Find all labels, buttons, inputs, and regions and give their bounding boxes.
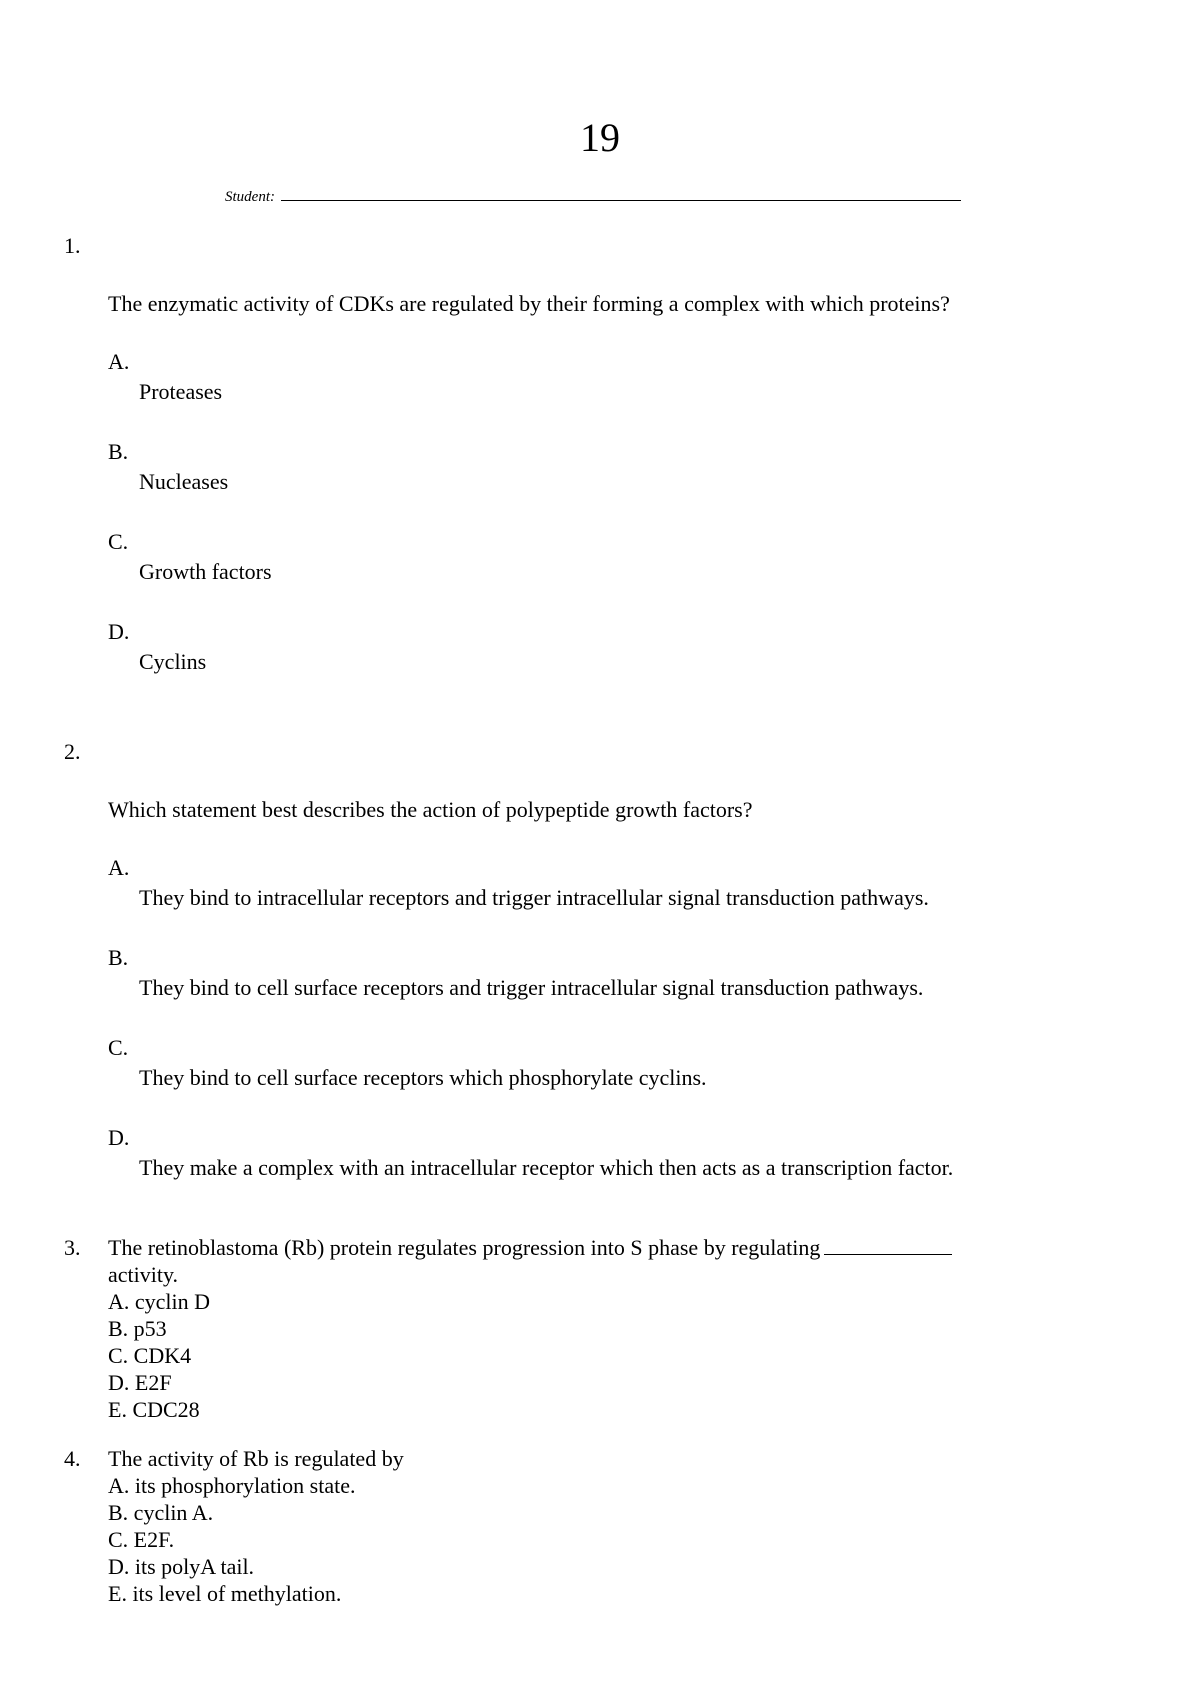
option-text[interactable]: They make a complex with an intracellular receptor which then acts as a transcription factor. (139, 1155, 954, 1180)
question-stem: The activity of Rb is regulated by (108, 1446, 404, 1471)
question-stem (108, 1234, 1048, 1288)
option-letter: A. (108, 349, 130, 374)
student-field (225, 187, 961, 207)
options-list (108, 1472, 355, 1607)
option-text[interactable]: They bind to cell surface receptors and trigger intracellular signal transduction pathways. (139, 975, 924, 1000)
question-number: 4. (64, 1446, 81, 1471)
option[interactable]: B. p53 (108, 1316, 167, 1341)
option-letter: A. (108, 855, 130, 880)
option-text[interactable]: Proteases (139, 379, 223, 404)
option-text[interactable]: They bind to cell surface receptors which phosphorylate cyclins. (139, 1065, 707, 1090)
student-label: Student: (225, 189, 275, 205)
option[interactable]: D. E2F (108, 1370, 172, 1395)
option-text[interactable]: They bind to intracellular receptors and trigger intracellular signal transduction pathways. (139, 885, 929, 910)
question-stem-text-continued: activity. (108, 1262, 179, 1287)
option-text[interactable]: Growth factors (139, 559, 272, 584)
option[interactable]: E. CDC28 (108, 1397, 200, 1422)
option-letter: C. (108, 529, 129, 554)
answer-blank[interactable] (824, 1240, 952, 1255)
option[interactable]: D. its polyA tail. (108, 1554, 255, 1579)
question-stem: Which statement best describes the action of polypeptide growth factors? (108, 797, 753, 822)
question-stem-text: The retinoblastoma (Rb) protein regulates progression into S phase by regulating (108, 1235, 821, 1260)
option[interactable]: C. CDK4 (108, 1343, 192, 1368)
question-stem: The enzymatic activity of CDKs are regulated by their forming a complex with which proteins? (108, 291, 950, 316)
option-letter: B. (108, 439, 129, 464)
student-name-line[interactable] (281, 190, 961, 201)
question-number: 1. (64, 233, 81, 258)
page-title: 19 (580, 115, 620, 160)
question-number: 3. (64, 1235, 81, 1260)
option-text[interactable]: Nucleases (139, 469, 229, 494)
option-letter: D. (108, 619, 130, 644)
option[interactable]: E. its level of methylation. (108, 1581, 342, 1606)
option-text[interactable]: Cyclins (139, 649, 207, 674)
question-number: 2. (64, 739, 81, 764)
option[interactable]: A. cyclin D (108, 1289, 211, 1314)
option-letter: C. (108, 1035, 129, 1060)
option[interactable]: A. its phosphorylation state. (108, 1473, 356, 1498)
option-letter: B. (108, 945, 129, 970)
option-letter: D. (108, 1125, 130, 1150)
options-list (108, 1288, 210, 1423)
option[interactable]: B. cyclin A. (108, 1500, 214, 1525)
option[interactable]: C. E2F. (108, 1527, 175, 1552)
